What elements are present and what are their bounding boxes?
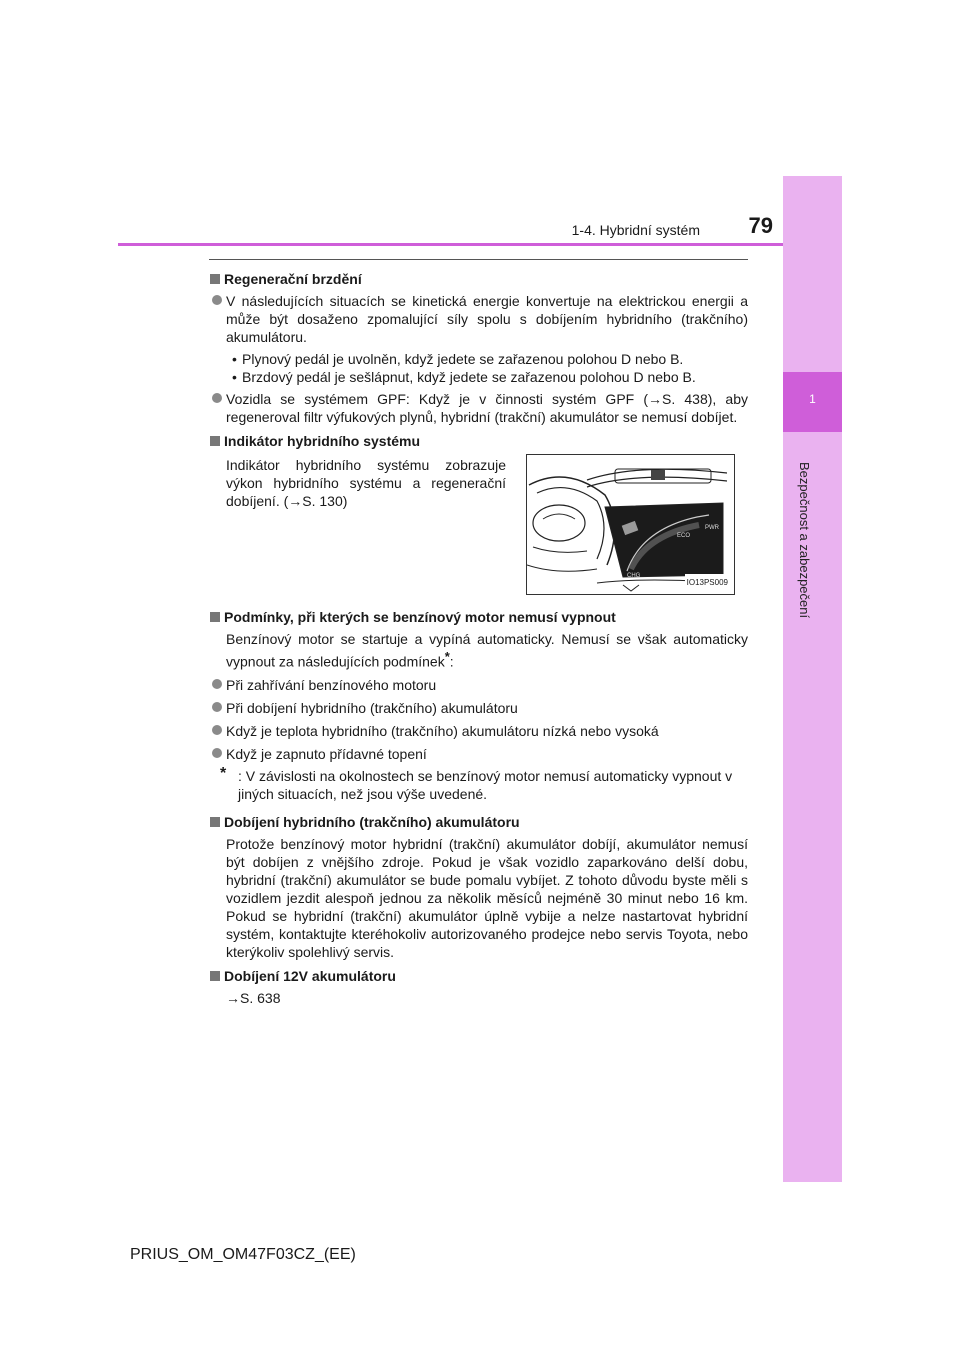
regen-sub-1: • Plynový pedál je uvolněn, když jedete se zařazenou polohou D nebo B.: [232, 351, 684, 367]
charging-text: Protože benzínový motor hybridní (trakční) akumulátor dobíjí, akumulátor nemusí být dobíjen z vnějšího zdroje. Pokud je však vozidlo zaparkováno delší dobu, hybridní (trakční) akumulátor se bude pomalu vybíjet. Z tohoto důvodu byste měli s vozidlem jezdit alespoň jednou za několik měsíců nejméně 30 minut nebo 16 km. Pokud se hybridní (trakční) akumulátor úplně vybije a nelze nastartovat hybridní systém, kontaktujte kteréhokoliv autorizovaného prodejce nebo servis Toyota, nebo kterýkoliv spolehlivý servis.: [226, 835, 748, 960]
conditions-footnote: * : V závislosti na okolnostech se benzínový motor nemusí automaticky vypnout v jiných situacích, než jsou výše uvedené.: [220, 764, 733, 802]
regen-sub-2: • Brzdový pedál je sešlápnut, když jedete se zařazenou polohou D nebo B.: [232, 369, 696, 385]
conditions-item: Když je teplota hybridního (trakčního) akumulátoru nízká nebo vysoká: [210, 722, 748, 740]
circle-bullet-icon: [212, 725, 222, 735]
heading-regen: Regenerační brzdění: [210, 270, 748, 288]
circle-bullet-icon: [212, 393, 222, 403]
chapter-number: 1: [809, 392, 816, 406]
chapter-sidebar: [783, 176, 842, 1182]
square-bullet-icon: [210, 817, 220, 827]
conditions-item: Když je zapnuto přídavné topení: [210, 745, 748, 763]
conditions-item: Při dobíjení hybridního (trakčního) akumulátoru: [210, 699, 748, 717]
conditions-intro: Benzínový motor se startuje a vypíná automaticky. Nemusí se však automaticky vypnout za následujících podmínek*:: [226, 631, 748, 670]
conditions-item: Při zahřívání benzínového motoru: [210, 676, 748, 694]
svg-text:CHG: CHG: [627, 573, 641, 579]
square-bullet-icon: [210, 971, 220, 981]
battery-12v-ref[interactable]: →S. 638: [226, 989, 281, 1006]
circle-bullet-icon: [212, 295, 222, 305]
circle-bullet-icon: [212, 679, 222, 689]
heading-charging: Dobíjení hybridního (trakčního) akumulátoru: [210, 813, 748, 831]
svg-text:ECO: ECO: [677, 533, 691, 539]
indicator-text: Indikátor hybridního systému zobrazuje výkon hybridního systému a regenerační dobíjení. (→S. 130): [226, 457, 506, 509]
small-bullet-icon: •: [232, 351, 237, 367]
square-bullet-icon: [210, 274, 220, 284]
regen-bullet-1: V následujících situacích se kinetická energie konvertuje na elektrickou energii a může být dosaženo zpomalující síly spolu s dobíjením hybridního (trakčního) akumulátoru.: [210, 292, 748, 346]
svg-text:PWR: PWR: [705, 525, 719, 531]
square-bullet-icon: [210, 436, 220, 446]
dashboard-illustration: [526, 454, 735, 595]
square-bullet-icon: [210, 612, 220, 622]
circle-bullet-icon: [212, 702, 222, 712]
document-code: PRIUS_OM_OM47F03CZ_(EE): [130, 1246, 356, 1263]
image-code: IO13PS009: [685, 574, 730, 592]
section-title: 1-4. Hybridní systém: [571, 222, 700, 238]
page-content: [210, 264, 748, 1011]
circle-bullet-icon: [212, 748, 222, 758]
header-rule: [118, 243, 783, 246]
heading-conditions: Podmínky, při kterých se benzínový motor nemusí vypnout: [210, 608, 748, 626]
indicator-block: [210, 454, 748, 602]
content-rule: [209, 259, 748, 260]
small-bullet-icon: •: [232, 369, 237, 385]
page-number: 79: [748, 213, 773, 238]
chapter-title: Bezpečnost a zabezpečení: [797, 462, 812, 619]
heading-battery-12v: Dobíjení 12V akumulátoru: [210, 967, 748, 985]
regen-bullet-2: Vozidla se systémem GPF: Když je v činnosti systém GPF (→S. 438), aby regeneroval filtr výfukových plynů, hybridní (trakční) akumulátor se nemusí dobíjet.: [210, 390, 748, 426]
heading-indicator: Indikátor hybridního systému: [210, 432, 748, 450]
